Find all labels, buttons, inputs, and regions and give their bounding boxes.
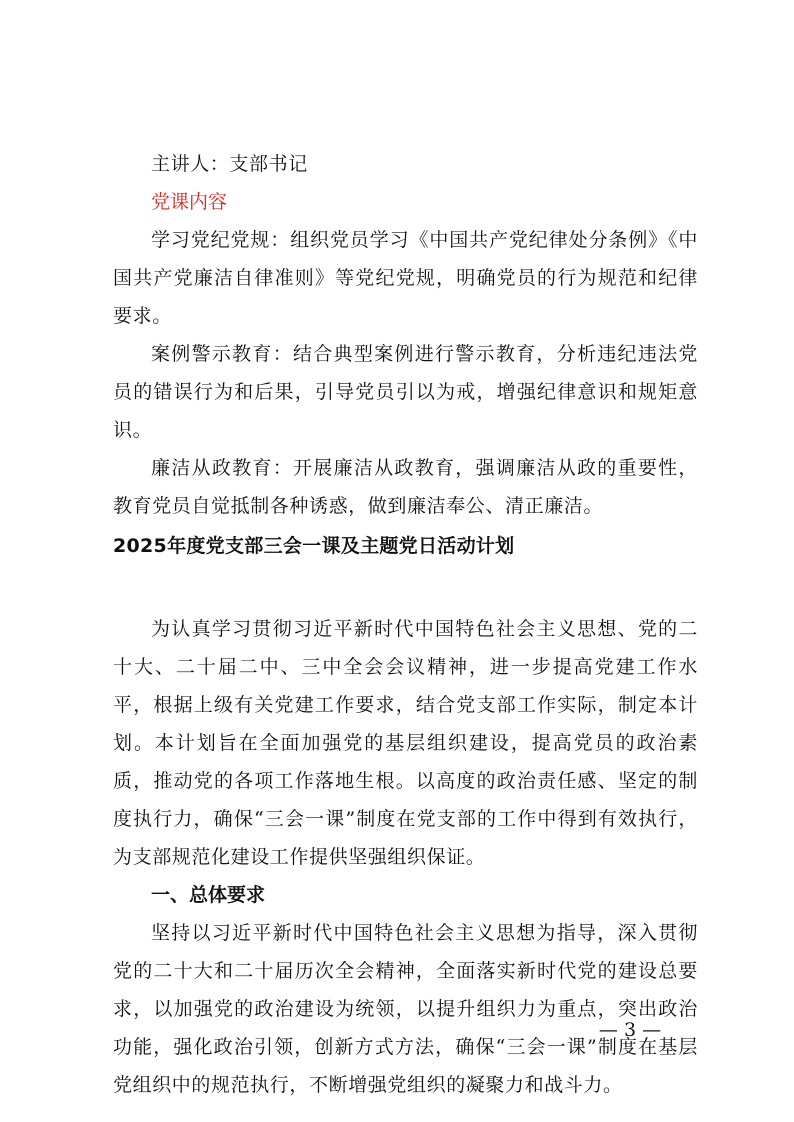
page-number: — 3 — (598, 1019, 662, 1041)
section-one-paragraph: 坚持以习近平新时代中国特色社会主义思想为指导，深入贯彻党的二十大和二十届历次全会精神，全面落实新时代党的建设总要求，以加强党的政治建设为统领，以提升组织力为重点，突出政治功能，强化政治引领，创新方式方法，确保“三会一课”制度在基层党组织中的规范执行，不断增强党组织的凝聚力和战斗力。 (113, 922, 698, 1096)
intro-paragraph: 为认真学习贯彻习近平新时代中国特色社会主义思想、党的二十大、二十届二中、三中全会会议精神，进一步提高党建工作水平，根据上级有关党建工作要求，结合党支部工作实际，制定本计划。本计划旨在全面加强党的基层组织建设，提高党员的政治素质，推动党的各项工作落地生根。以高度的政治责任感、坚定的制度执行力，确保“三会一课”制度在党支部的工作中得到有效执行，为支部规范化建设工作提供坚强组织保证。 (113, 618, 698, 868)
document-body (113, 145, 698, 1104)
lesson-item-case-warning: 案例警示教育：结合典型案例进行警示教育，分析违纪违法党员的错误行为和后果，引导党员引以为戒，增强纪律意识和规矩意识。 (113, 343, 698, 441)
speaker-line: 主讲人：支部书记 (151, 153, 308, 175)
lesson-content-heading: 党课内容 (151, 191, 228, 213)
plan-title: 2025年度党支部三会一课及主题党日活动计划 (113, 535, 515, 557)
lesson-item-party-rules: 学习党纪党规：组织党员学习《中国共产党纪律处分条例》《中国共产党廉洁自律准则》等党纪党规，明确党员的行为规范和纪律要求。 (113, 229, 698, 327)
lesson-item-integrity: 廉洁从政教育：开展廉洁从政教育，强调廉洁从政的重要性，教育党员自觉抵制各种诱惑，做到廉洁奉公、清正廉洁。 (113, 457, 698, 517)
section-one-heading: 一、总体要求 (151, 884, 266, 906)
